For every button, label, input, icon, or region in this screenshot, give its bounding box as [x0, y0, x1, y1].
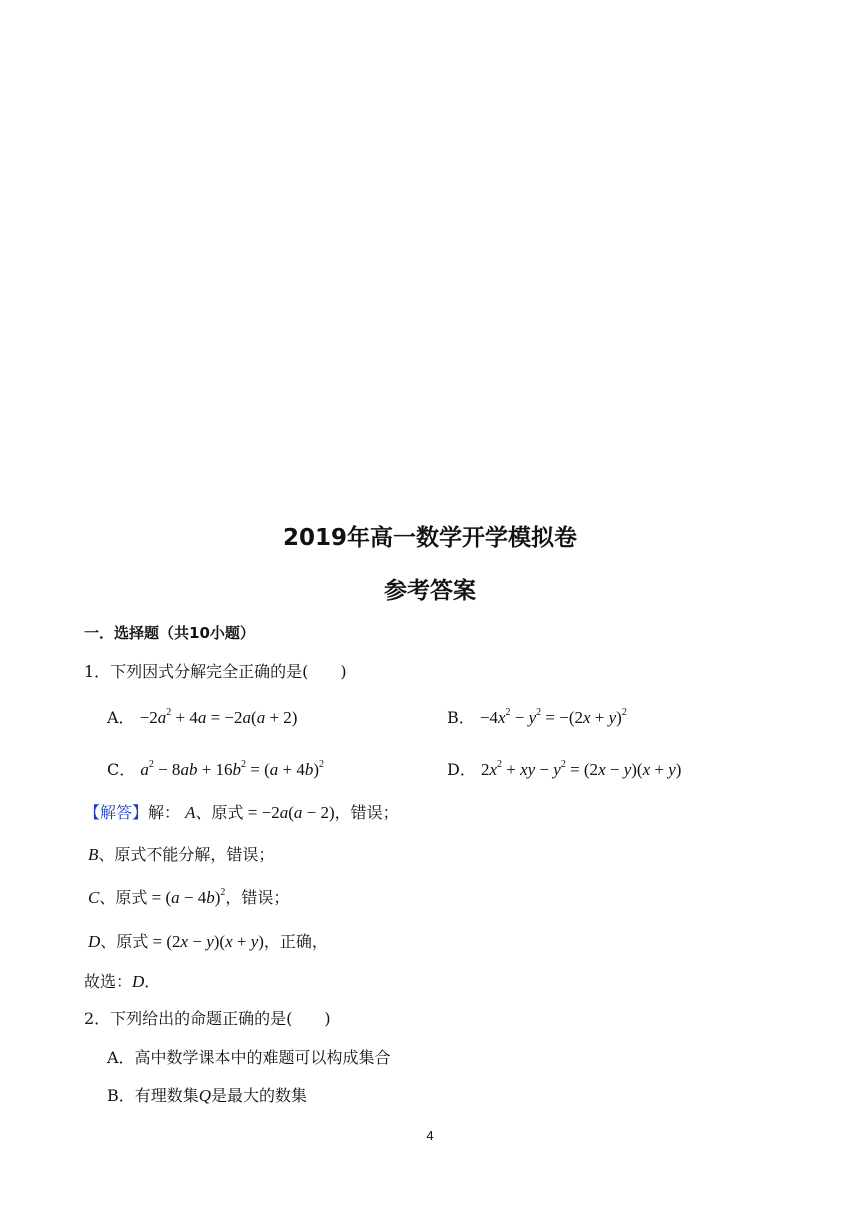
q1-option-a	[107, 705, 297, 728]
q1-option-d-formula: $2x^2$ + xy − $y^2 = (2x - y)(x + y)$	[480, 759, 682, 779]
q2-option-a: A．高中数学课本中的难题可以构成集合	[107, 1048, 391, 1067]
q1-option-a-formula: $-2a^2 + 4a = -2a(a + 2)$	[139, 707, 298, 727]
q2-option-b: B．有理数集Q是最大的数集	[107, 1086, 308, 1105]
answer-c-formula: = $(a - 4b)^2$	[147, 887, 226, 907]
q1-option-a-label: A．	[107, 708, 135, 727]
q1-option-b	[447, 705, 627, 728]
q1-option-b-label: B．	[447, 708, 475, 727]
page-number: 4	[426, 1128, 434, 1143]
document-subtitle: 参考答案	[384, 578, 476, 604]
q1-answer-line-b: B、原式不能分解，错误；	[88, 845, 275, 864]
answer-intro: 解：	[148, 803, 181, 822]
answer-d-tail: ，正确，	[263, 932, 328, 951]
answer-tag: 【解答】	[84, 803, 149, 822]
q1-option-c-formula: $a^2 - 8ab + 16b^2 = (a + 4b)^2$	[140, 759, 325, 779]
answer-d-lead: 、原式	[100, 932, 149, 951]
answer-c-tail: ，错误；	[225, 888, 290, 907]
q1-conclusion: 故选：D．	[84, 972, 161, 991]
q1-option-b-formula: $-4x^2 - y^2 = -(2x + y)^2$	[479, 707, 627, 727]
document-title: 2019年高一数学开学模拟卷	[282, 525, 577, 551]
section-heading: 一．选择题（共10小题）	[84, 624, 255, 642]
answer-d-formula: = (2x − y)(x + y)	[148, 932, 264, 951]
answer-a-tail: ，错误；	[334, 803, 399, 822]
question-1-stem: 1．下列因式分解完全正确的是( )	[84, 662, 347, 681]
answer-b-text: 、原式不能分解，错误；	[98, 845, 275, 864]
q1-answer-line-d: D、原式 = (2x − y)(x + y)，正确，	[88, 932, 328, 951]
q1-answer-line-a: 【解答】解： A、原式 = −2a(a − 2)，错误；	[84, 803, 399, 822]
q1-answer-line-c: C、原式 = $(a - 4b)^2$，错误；	[88, 887, 290, 907]
question-2-stem: 2．下列给出的命题正确的是( )	[84, 1009, 331, 1028]
q1-option-c	[107, 757, 324, 780]
answer-a-lead: 、原式	[195, 803, 244, 822]
answer-a-formula: = −2a(a − 2)	[243, 803, 335, 822]
q1-option-c-label: C．	[107, 760, 136, 779]
q1-option-d-label: D．	[447, 760, 476, 779]
conclusion-text: 故选：	[84, 972, 133, 991]
answer-c-lead: 、原式	[99, 888, 148, 907]
q1-option-d	[447, 757, 681, 780]
